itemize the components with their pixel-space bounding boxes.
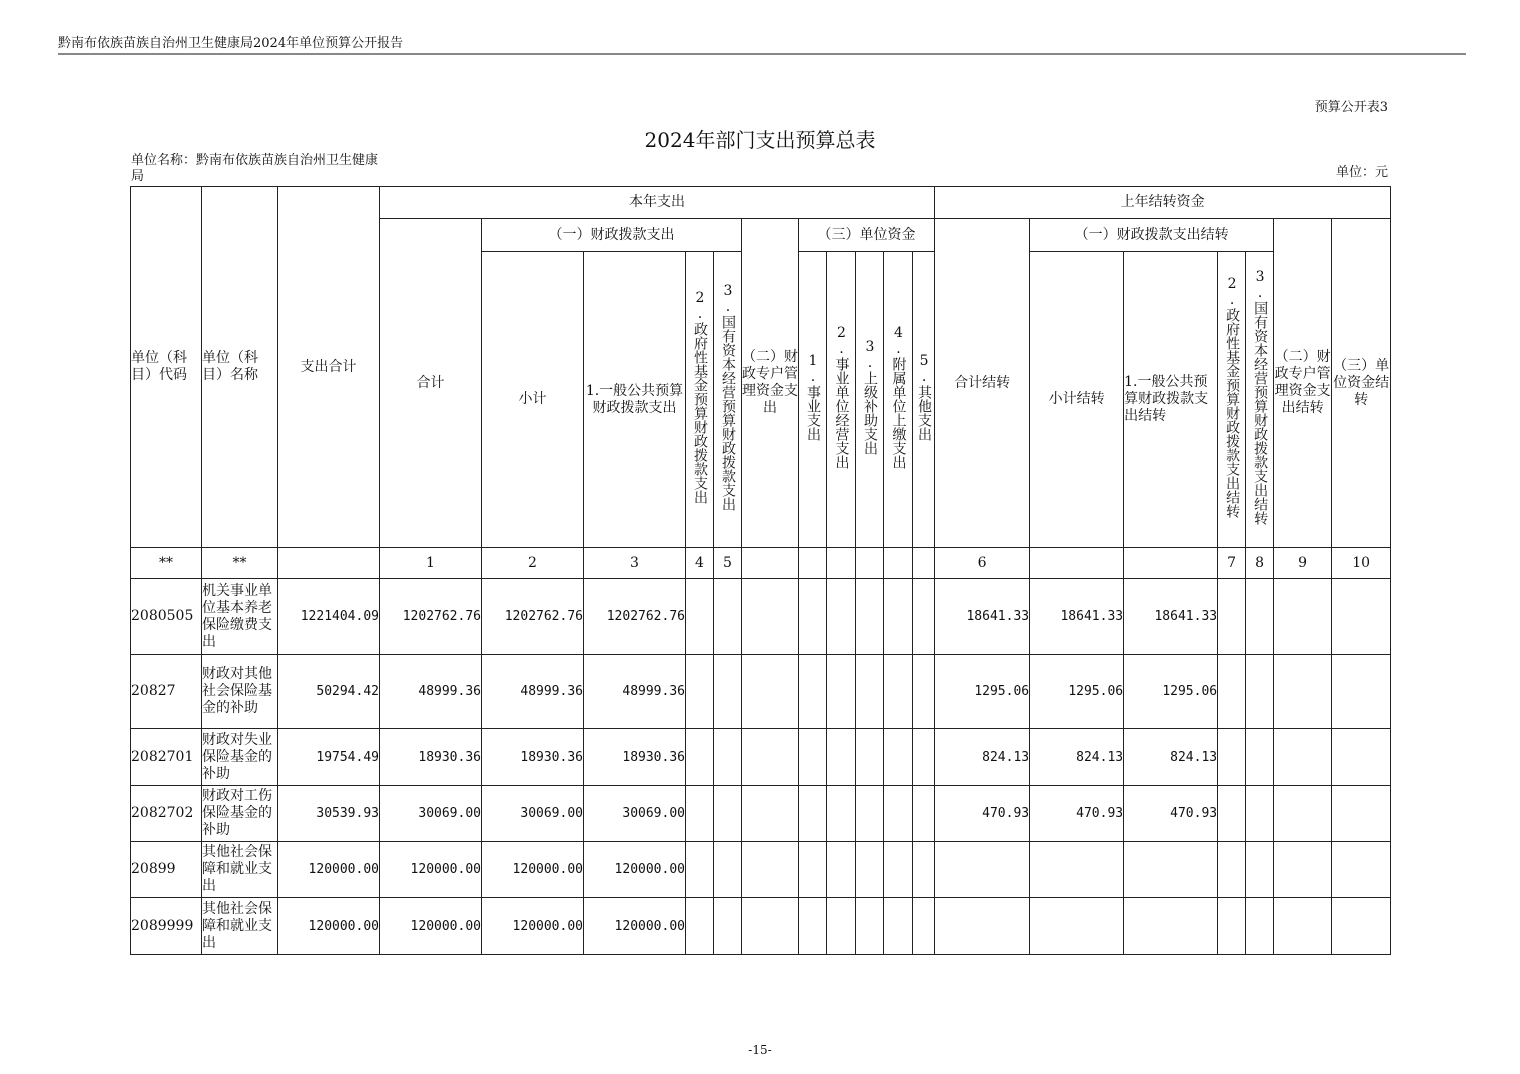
table-number: 预算公开表3 bbox=[1314, 100, 1388, 115]
cell-empty bbox=[827, 579, 856, 655]
cell-empty bbox=[1246, 729, 1274, 786]
cell-empty bbox=[827, 898, 856, 955]
header-carry-subtotal: 小计结转 bbox=[1030, 252, 1124, 548]
cell-empty bbox=[1218, 655, 1246, 729]
cell-carry-sum bbox=[935, 898, 1030, 955]
index-cell: 2 bbox=[482, 548, 584, 579]
cell-subtotal: 30069.00 bbox=[482, 786, 584, 842]
budget-table bbox=[130, 186, 1391, 955]
header-fiscal-carry: （一）财政拨款支出结转 bbox=[1030, 219, 1274, 252]
cell-empty bbox=[856, 898, 884, 955]
cell-empty bbox=[714, 579, 742, 655]
cell-empty bbox=[856, 842, 884, 898]
cell-empty bbox=[913, 655, 935, 729]
cell-empty bbox=[856, 729, 884, 786]
header-business-text: 2.事业单位经营支出 bbox=[833, 325, 850, 469]
cell-empty bbox=[1332, 842, 1391, 898]
cell-empty bbox=[1246, 898, 1274, 955]
cell-empty bbox=[742, 729, 799, 786]
index-cell bbox=[856, 548, 884, 579]
cell-total: 19754.49 bbox=[278, 729, 380, 786]
header-carry-state-capital bbox=[1246, 252, 1274, 548]
cell-empty bbox=[913, 898, 935, 955]
cell-empty bbox=[799, 786, 827, 842]
index-cell: 10 bbox=[1332, 548, 1391, 579]
cell-empty bbox=[1332, 579, 1391, 655]
header-carry-general: 1.一般公共预算财政拨款支出结转 bbox=[1124, 252, 1218, 548]
index-cell bbox=[1030, 548, 1124, 579]
header-other bbox=[913, 252, 935, 548]
index-cell: ** bbox=[131, 548, 202, 579]
cell-empty bbox=[799, 579, 827, 655]
header-total: 支出合计 bbox=[278, 187, 380, 548]
cell-empty bbox=[714, 729, 742, 786]
unit-currency: 单位：元 bbox=[1335, 165, 1388, 180]
cell-sum: 48999.36 bbox=[380, 655, 482, 729]
table-row bbox=[131, 898, 1391, 955]
cell-empty bbox=[1274, 898, 1332, 955]
header-career bbox=[799, 252, 827, 548]
index-cell bbox=[799, 548, 827, 579]
index-row bbox=[131, 548, 1391, 579]
table-row bbox=[131, 729, 1391, 786]
cell-total: 120000.00 bbox=[278, 842, 380, 898]
cell-carry-general bbox=[1124, 898, 1218, 955]
table-row bbox=[131, 655, 1391, 729]
cell-empty bbox=[1218, 729, 1246, 786]
cell-empty bbox=[1274, 729, 1332, 786]
cell-empty bbox=[1332, 729, 1391, 786]
cell-empty bbox=[686, 898, 714, 955]
header-affiliated-text: 4.附属单位上缴支出 bbox=[890, 325, 907, 469]
index-cell: 7 bbox=[1218, 548, 1246, 579]
header-state-capital bbox=[714, 252, 742, 548]
header-state-capital-text: 3.国有资本经营预算财政拨款支出 bbox=[720, 283, 736, 511]
cell-sum: 120000.00 bbox=[380, 898, 482, 955]
cell-carry-sum: 1295.06 bbox=[935, 655, 1030, 729]
cell-empty bbox=[884, 729, 913, 786]
cell-empty bbox=[1274, 579, 1332, 655]
cell-empty bbox=[742, 786, 799, 842]
cell-empty bbox=[799, 842, 827, 898]
cell-empty bbox=[714, 786, 742, 842]
page-number: -15- bbox=[748, 1043, 772, 1057]
header-rule bbox=[58, 53, 1466, 55]
cell-code: 2082702 bbox=[131, 786, 202, 842]
cell-empty bbox=[742, 655, 799, 729]
cell-empty bbox=[1246, 655, 1274, 729]
cell-empty bbox=[1332, 786, 1391, 842]
cell-name: 机关事业单位基本养老保险缴费支出 bbox=[202, 579, 278, 655]
header-career-text: 1.事业支出 bbox=[805, 353, 821, 441]
cell-carry-general: 824.13 bbox=[1124, 729, 1218, 786]
cell-empty bbox=[1246, 842, 1274, 898]
cell-code: 2089999 bbox=[131, 898, 202, 955]
cell-empty bbox=[913, 579, 935, 655]
cell-carry-general bbox=[1124, 842, 1218, 898]
cell-carry-subtotal: 824.13 bbox=[1030, 729, 1124, 786]
cell-name: 财政对工伤保险基金的补助 bbox=[202, 786, 278, 842]
cell-empty bbox=[742, 579, 799, 655]
cell-code: 2080505 bbox=[131, 579, 202, 655]
cell-carry-subtotal bbox=[1030, 898, 1124, 955]
cell-empty bbox=[686, 655, 714, 729]
header-carry-special: （二）财政专户管理资金支出结转 bbox=[1274, 219, 1332, 548]
cell-empty bbox=[799, 655, 827, 729]
header-unit-funds: （三）单位资金 bbox=[799, 219, 935, 252]
cell-carry-subtotal bbox=[1030, 842, 1124, 898]
page-title: 2024年部门支出预算总表 bbox=[644, 128, 876, 152]
cell-empty bbox=[1274, 655, 1332, 729]
header-name: 单位（科目）名称 bbox=[202, 187, 278, 548]
cell-subtotal: 120000.00 bbox=[482, 898, 584, 955]
index-cell bbox=[913, 548, 935, 579]
cell-empty bbox=[1218, 579, 1246, 655]
cell-subtotal: 18930.36 bbox=[482, 729, 584, 786]
header-subtotal: 小计 bbox=[482, 252, 584, 548]
header-prior-year: 上年结转资金 bbox=[935, 187, 1391, 219]
cell-empty bbox=[827, 655, 856, 729]
index-cell: 1 bbox=[380, 548, 482, 579]
index-cell: 9 bbox=[1274, 548, 1332, 579]
cell-subtotal: 120000.00 bbox=[482, 842, 584, 898]
header-carry-state-capital-text: 3.国有资本经营预算财政拨款支出结转 bbox=[1252, 269, 1269, 525]
header-gov-fund bbox=[686, 252, 714, 548]
cell-empty bbox=[1218, 898, 1246, 955]
table-body bbox=[131, 548, 1391, 955]
header-subsidy-text: 3.上级补助支出 bbox=[862, 339, 878, 455]
cell-sum: 1202762.76 bbox=[380, 579, 482, 655]
cell-code: 20827 bbox=[131, 655, 202, 729]
header-other-text: 5.其他支出 bbox=[916, 353, 933, 441]
cell-carry-subtotal: 18641.33 bbox=[1030, 579, 1124, 655]
cell-empty bbox=[686, 729, 714, 786]
cell-empty bbox=[913, 786, 935, 842]
cell-empty bbox=[827, 729, 856, 786]
index-cell: 5 bbox=[714, 548, 742, 579]
cell-carry-sum bbox=[935, 842, 1030, 898]
cell-general: 1202762.76 bbox=[584, 579, 686, 655]
cell-name: 其他社会保障和就业支出 bbox=[202, 842, 278, 898]
cell-total: 1221404.09 bbox=[278, 579, 380, 655]
cell-carry-sum: 470.93 bbox=[935, 786, 1030, 842]
cell-subtotal: 1202762.76 bbox=[482, 579, 584, 655]
header-carry-sum: 合计结转 bbox=[935, 219, 1030, 548]
index-cell bbox=[278, 548, 380, 579]
header-carry-gov-fund bbox=[1218, 252, 1246, 548]
cell-empty bbox=[884, 898, 913, 955]
cell-empty bbox=[856, 786, 884, 842]
cell-carry-subtotal: 470.93 bbox=[1030, 786, 1124, 842]
cell-carry-sum: 824.13 bbox=[935, 729, 1030, 786]
header-carry-gov-fund-text: 2.政府性基金预算财政拨款支出结转 bbox=[1224, 276, 1241, 518]
cell-general: 48999.36 bbox=[584, 655, 686, 729]
header-special: （二）财政专户管理资金支出 bbox=[742, 219, 799, 548]
index-cell bbox=[827, 548, 856, 579]
cell-empty bbox=[686, 842, 714, 898]
cell-empty bbox=[1246, 786, 1274, 842]
cell-empty bbox=[827, 786, 856, 842]
cell-code: 20899 bbox=[131, 842, 202, 898]
cell-general: 30069.00 bbox=[584, 786, 686, 842]
cell-empty bbox=[714, 842, 742, 898]
cell-sum: 18930.36 bbox=[380, 729, 482, 786]
header-business bbox=[827, 252, 856, 548]
cell-empty bbox=[1218, 786, 1246, 842]
header-subsidy bbox=[856, 252, 884, 548]
cell-code: 2082701 bbox=[131, 729, 202, 786]
header-affiliated bbox=[884, 252, 913, 548]
cell-empty bbox=[686, 579, 714, 655]
cell-empty bbox=[913, 729, 935, 786]
cell-empty bbox=[884, 579, 913, 655]
cell-empty bbox=[1218, 842, 1246, 898]
cell-general: 120000.00 bbox=[584, 842, 686, 898]
cell-empty bbox=[884, 655, 913, 729]
cell-empty bbox=[856, 579, 884, 655]
header-gov-fund-text: 2.政府性基金预算财政拨款支出 bbox=[692, 290, 708, 504]
index-cell: 6 bbox=[935, 548, 1030, 579]
cell-empty bbox=[686, 786, 714, 842]
cell-empty bbox=[714, 655, 742, 729]
cell-empty bbox=[742, 842, 799, 898]
cell-subtotal: 48999.36 bbox=[482, 655, 584, 729]
cell-name: 其他社会保障和就业支出 bbox=[202, 898, 278, 955]
header-carry-unit: （三）单位资金结转 bbox=[1332, 219, 1391, 548]
unit-name: 单位名称：黔南布依族苗族自治州卫生健康局 bbox=[131, 153, 379, 184]
cell-empty bbox=[856, 655, 884, 729]
cell-total: 30539.93 bbox=[278, 786, 380, 842]
table-row bbox=[131, 786, 1391, 842]
index-cell bbox=[1124, 548, 1218, 579]
cell-empty bbox=[913, 842, 935, 898]
cell-empty bbox=[714, 898, 742, 955]
cell-name: 财政对失业保险基金的补助 bbox=[202, 729, 278, 786]
index-cell: 8 bbox=[1246, 548, 1274, 579]
cell-empty bbox=[1332, 898, 1391, 955]
cell-sum: 30069.00 bbox=[380, 786, 482, 842]
cell-general: 120000.00 bbox=[584, 898, 686, 955]
cell-carry-general: 1295.06 bbox=[1124, 655, 1218, 729]
cell-empty bbox=[742, 898, 799, 955]
index-cell: 3 bbox=[584, 548, 686, 579]
cell-empty bbox=[799, 898, 827, 955]
cell-empty bbox=[1332, 655, 1391, 729]
cell-carry-general: 470.93 bbox=[1124, 786, 1218, 842]
cell-total: 120000.00 bbox=[278, 898, 380, 955]
cell-empty bbox=[1274, 786, 1332, 842]
index-cell: ** bbox=[202, 548, 278, 579]
cell-name: 财政对其他社会保险基金的补助 bbox=[202, 655, 278, 729]
index-cell: 4 bbox=[686, 548, 714, 579]
cell-empty bbox=[884, 786, 913, 842]
header-fiscal: （一）财政拨款支出 bbox=[482, 219, 742, 252]
cell-general: 18930.36 bbox=[584, 729, 686, 786]
cell-empty bbox=[1274, 842, 1332, 898]
index-cell bbox=[742, 548, 799, 579]
cell-carry-sum: 18641.33 bbox=[935, 579, 1030, 655]
index-cell bbox=[884, 548, 913, 579]
cell-empty bbox=[827, 842, 856, 898]
cell-sum: 120000.00 bbox=[380, 842, 482, 898]
running-header: 黔南布依族苗族自治州卫生健康局2024年单位预算公开报告 bbox=[58, 36, 404, 51]
header-general: 1.一般公共预算财政拨款支出 bbox=[584, 252, 686, 548]
cell-carry-subtotal: 1295.06 bbox=[1030, 655, 1124, 729]
table-row bbox=[131, 579, 1391, 655]
table-row bbox=[131, 842, 1391, 898]
header-sum: 合计 bbox=[380, 219, 482, 548]
header-current-year: 本年支出 bbox=[380, 187, 935, 219]
cell-empty bbox=[1246, 579, 1274, 655]
cell-carry-general: 18641.33 bbox=[1124, 579, 1218, 655]
cell-empty bbox=[799, 729, 827, 786]
cell-empty bbox=[884, 842, 913, 898]
header-code: 单位（科目）代码 bbox=[131, 187, 202, 548]
cell-total: 50294.42 bbox=[278, 655, 380, 729]
